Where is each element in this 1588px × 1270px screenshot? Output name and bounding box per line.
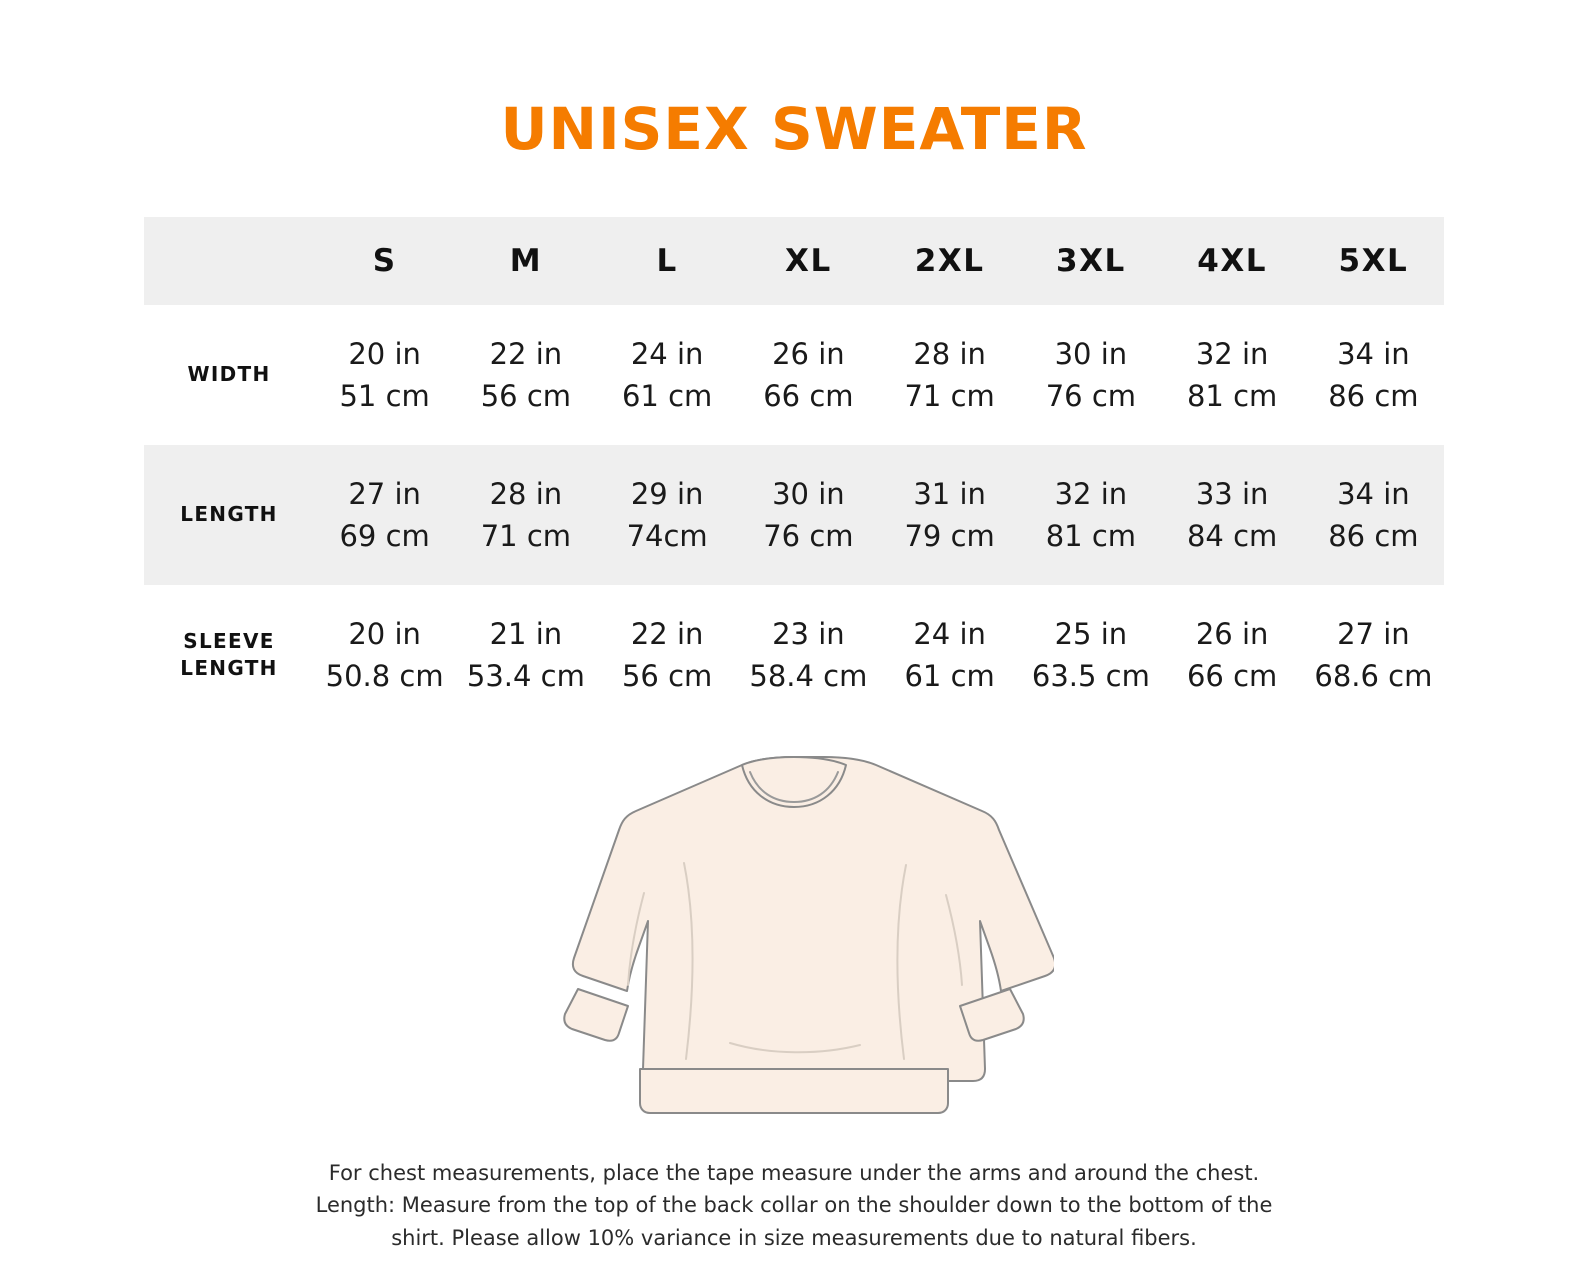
header-size-4xl: 4XL [1197, 242, 1267, 279]
row-label-sleeve-length [144, 585, 314, 725]
cell-width-5xl [1303, 305, 1444, 445]
value-inches: 20 in [348, 616, 421, 651]
row-label-length: LENGTH [180, 502, 278, 527]
value-cm: 68.6 cm [1314, 658, 1433, 693]
table-row [144, 585, 1444, 725]
value-inches: 21 in [489, 616, 563, 651]
value-cm: 79 cm [904, 518, 995, 553]
value-inches: 34 in [1337, 476, 1410, 511]
cell-sleeve-4xl [1162, 585, 1303, 725]
value-inches: 33 in [1195, 476, 1269, 511]
value-inches: 31 in [913, 476, 986, 511]
header-size-xl: XL [785, 242, 832, 279]
value-cm: 86 cm [1328, 518, 1419, 553]
header-label-col [144, 217, 314, 305]
header-size-3xl: 3XL [1056, 242, 1126, 279]
cell-sleeve-s [314, 585, 455, 725]
value-cm: 56 cm [480, 378, 572, 413]
value-cm: 61 cm [621, 378, 713, 413]
value-cm: 56 cm [621, 658, 713, 693]
header-size-5xl: 5XL [1338, 242, 1409, 279]
value-cm: 61 cm [904, 658, 995, 693]
value-cm: 86 cm [1328, 378, 1419, 413]
cell-width-3xl [1020, 305, 1161, 445]
table-row [144, 305, 1444, 445]
value-cm: 84 cm [1186, 518, 1278, 553]
value-inches: 32 in [1195, 336, 1269, 371]
value-cm: 51 cm [339, 378, 430, 413]
cell-length-2xl [879, 445, 1020, 585]
value-cm: 53.4 cm [466, 658, 585, 693]
value-inches: 23 in [772, 616, 845, 651]
cell-width-m [455, 305, 596, 445]
cell-sleeve-2xl [879, 585, 1020, 725]
footnote-line-3: shirt. Please allow 10% variance in size measurements due to natural fibers. [391, 1225, 1197, 1250]
value-inches: 27 in [1337, 616, 1410, 651]
cell-width-s [314, 305, 455, 445]
value-inches: 28 in [489, 476, 563, 511]
row-label-width: WIDTH [187, 362, 271, 387]
cell-length-m [455, 445, 596, 585]
value-cm: 66 cm [1186, 658, 1278, 693]
value-inches: 26 in [1195, 616, 1269, 651]
value-cm: 50.8 cm [325, 658, 444, 693]
value-cm: 66 cm [763, 378, 854, 413]
cell-length-xl [738, 445, 879, 585]
table-header-row [144, 217, 1444, 305]
row-label-line2: LENGTH [180, 655, 278, 680]
value-inches: 24 in [913, 616, 986, 651]
value-inches: 27 in [348, 476, 421, 511]
header-size-2xl: 2XL [914, 242, 985, 279]
cell-width-2xl [879, 305, 1020, 445]
cell-length-s [314, 445, 455, 585]
row-label-line1: SLEEVE [183, 628, 275, 653]
value-inches: 30 in [1054, 336, 1128, 371]
table-row [144, 445, 1444, 585]
cell-sleeve-m [455, 585, 596, 725]
header-size-m: M [509, 242, 543, 279]
value-cm: 71 cm [480, 518, 572, 553]
value-inches: 30 in [772, 476, 845, 511]
sweater-illustration-icon [534, 743, 1054, 1143]
value-inches: 24 in [630, 336, 704, 371]
footnote-line-1: For chest measurements, place the tape measure under the arms and around the chest. [328, 1160, 1260, 1185]
value-inches: 29 in [630, 476, 704, 511]
page-title: UNISEX SWEATER [500, 95, 1088, 163]
value-inches: 22 in [489, 336, 563, 371]
header-size-l: L [656, 242, 678, 279]
footnote-line-2: Length: Measure from the top of the back collar on the shoulder down to the bottom of the [315, 1193, 1273, 1218]
cell-sleeve-5xl [1303, 585, 1444, 725]
size-table-container [144, 217, 1444, 725]
value-inches: 28 in [913, 336, 986, 371]
cell-length-3xl [1020, 445, 1161, 585]
value-cm: 76 cm [763, 518, 854, 553]
value-inches: 25 in [1054, 616, 1128, 651]
value-cm: 58.4 cm [749, 658, 868, 693]
footnote [294, 1157, 1294, 1255]
value-inches: 26 in [772, 336, 845, 371]
value-inches: 20 in [348, 336, 421, 371]
value-inches: 34 in [1337, 336, 1410, 371]
cell-length-5xl [1303, 445, 1444, 585]
value-cm: 74cm [626, 518, 708, 553]
value-inches: 22 in [630, 616, 704, 651]
value-cm: 76 cm [1045, 378, 1137, 413]
value-cm: 81 cm [1186, 378, 1278, 413]
cell-sleeve-xl [738, 585, 879, 725]
cell-width-xl [738, 305, 879, 445]
value-cm: 81 cm [1045, 518, 1137, 553]
cell-sleeve-l [597, 585, 738, 725]
value-cm: 71 cm [904, 378, 995, 413]
cell-sleeve-3xl [1020, 585, 1161, 725]
cell-width-4xl [1162, 305, 1303, 445]
value-inches: 32 in [1054, 476, 1128, 511]
cell-width-l [597, 305, 738, 445]
header-size-s: S [372, 242, 397, 279]
cell-length-l [597, 445, 738, 585]
size-table [144, 217, 1444, 725]
cell-length-4xl [1162, 445, 1303, 585]
value-cm: 69 cm [339, 518, 430, 553]
value-cm: 63.5 cm [1031, 658, 1150, 693]
